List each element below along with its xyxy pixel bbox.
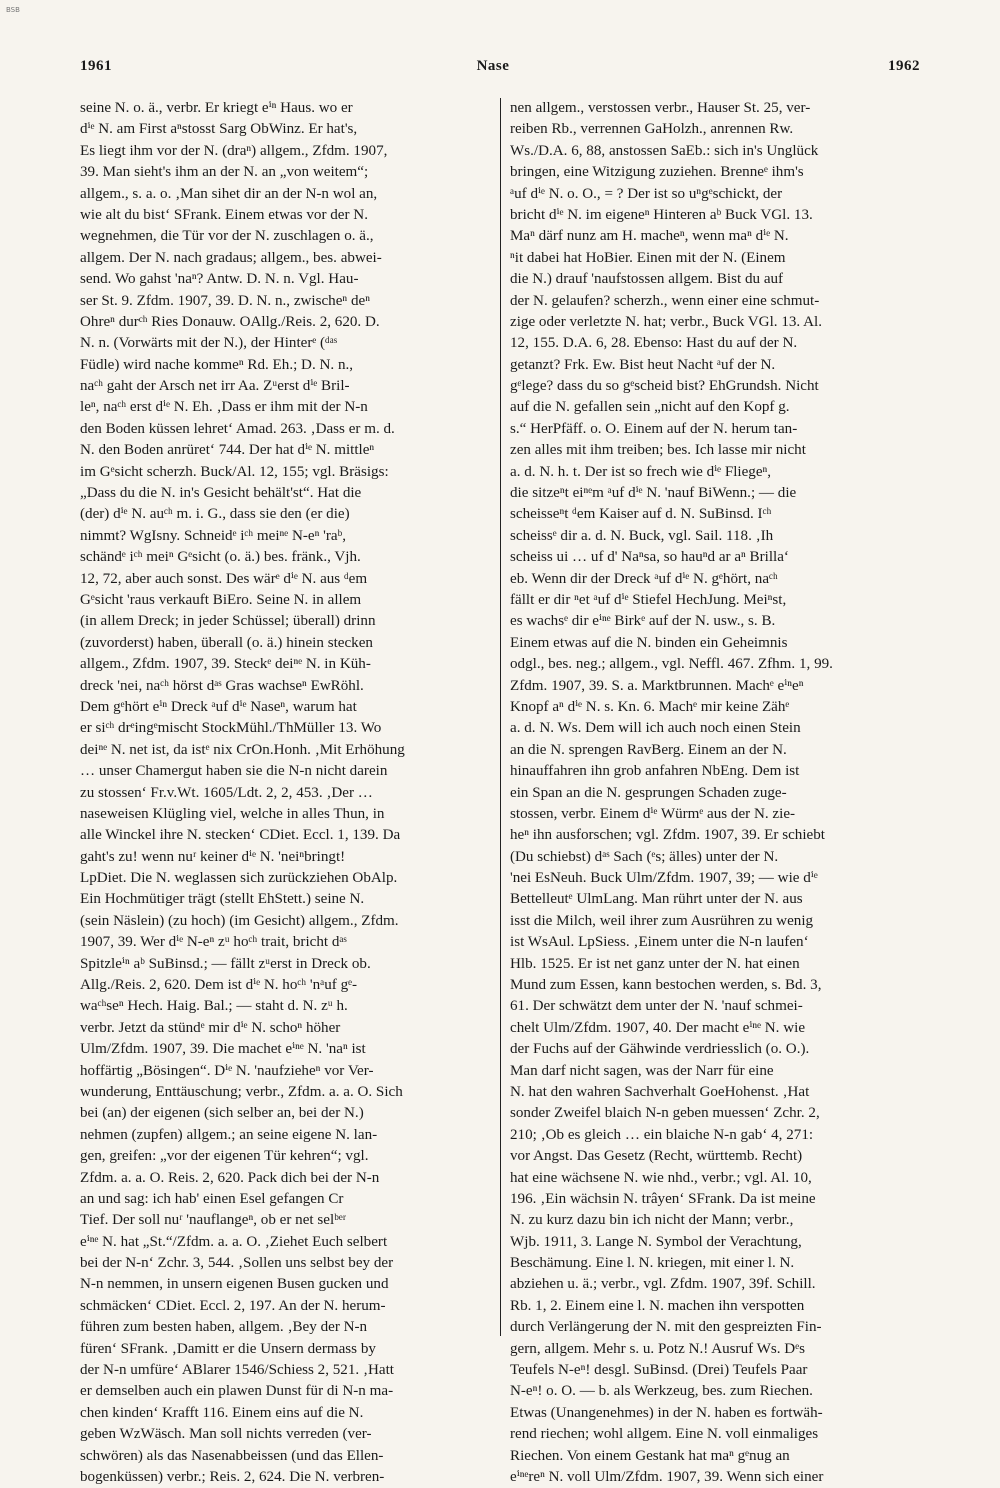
- text-line: 210; ‚Ob es gleich … ein blaiche N-n gab‘ 4, 271:: [510, 1126, 814, 1143]
- text-line: 12, 72, aber auch sonst. Des wärᵉ dⁱᵉ N. aus ᵈem: [80, 570, 368, 587]
- text-line: 39. Man sieht's ihm an der N. an „von weitem“;: [80, 164, 369, 181]
- text-line: ein Span an die N. gesprungen Schaden zuge-: [510, 784, 787, 801]
- text-line: Bettelleutᵉ UlmLang. Man rührt unter der N. aus: [510, 891, 803, 908]
- text-line: eⁱⁿᵉ N. hat „St.“/Zfdm. a. a. O. ‚Ziehet Euch selbert: [80, 1233, 388, 1250]
- text-line: den Boden küssen lehret‘ Amad. 263. ‚Dass er m. d.: [80, 420, 395, 437]
- text-line: auf die N. gefallen sein „nicht auf den Kopf g.: [510, 399, 790, 416]
- text-line: Knopf aⁿ dⁱᵉ N. s. Kn. 6. Machᵉ mir keine Zähᵉ: [510, 698, 790, 715]
- text-line: leⁿ, naᶜʰ erst dⁱᵉ N. Eh. ‚Dass er ihm mit der N-n: [80, 399, 368, 416]
- text-line: 196. ‚Ein wächsin N. trâyen‘ SFrank. Da ist meine: [510, 1190, 816, 1207]
- text-line: der Fuchs auf der Gähwinde verdriesslich (o. O.).: [510, 1041, 810, 1058]
- text-line: N. n. (Vorwärts mit der N.), der Hinterᵉ (ᵈᵃˢ: [80, 335, 338, 352]
- left-page-number: 1961: [80, 58, 112, 74]
- text-line: N. hat den wahren Sachverhalt GoeHohenst. ‚Hat: [510, 1083, 810, 1100]
- text-line: s.“ HerPfäff. o. O. Einem auf der N. herum tan-: [510, 420, 798, 437]
- text-line: schmäcken‘ CDiet. Eccl. 2, 197. An der N. herum-: [80, 1297, 386, 1314]
- text-line: Ohreⁿ durᶜʰ Ries Donauw. OAllg./Reis. 2, 620. D.: [80, 313, 380, 330]
- text-line: nen allgem., verstossen verbr., Hauser St. 25, ver-: [510, 100, 811, 116]
- text-line: naseweisen Klügling viel, welche in alles Thun, in: [80, 805, 385, 822]
- text-line: naᶜʰ gaht der Arsch net irr Aa. Zᵘerst dⁱᵉ Bril-: [80, 378, 350, 395]
- text-line: deiⁿᵉ N. net ist, da istᵉ nix CrOn.Honh. ‚Mit Erhöhung: [80, 741, 405, 758]
- text-line: scheisseⁿt ᵈem Kaiser auf d. N. SuBinsd. Iᶜʰ: [510, 506, 772, 523]
- text-line: allgem. Der N. nach gradaus; allgem., bes. abwei-: [80, 249, 382, 266]
- text-line: verbr. Jetzt da stündᵉ mir dⁱᵉ N. schoⁿ höher: [80, 1019, 341, 1036]
- text-line: der N-n umfüre‘ ABlarer 1546/Schiess 2, 521. ‚Hatt: [80, 1362, 394, 1379]
- text-line: Ulm/Zfdm. 1907, 39. Die machet eⁱⁿᵉ N. 'naⁿ ist: [80, 1041, 366, 1058]
- text-line: füren‘ SFrank. ‚Damitt er die Unsern dermass by: [80, 1340, 376, 1357]
- text-line: … unser Chamergut haben sie die N-n nicht darein: [80, 763, 388, 780]
- text-line: chelt Ulm/Zfdm. 1907, 40. Der macht eⁱⁿᵉ N. wie: [510, 1019, 806, 1036]
- text-line: getanzt? Frk. Ew. Bist heut Nacht ᵃuf der N.: [510, 356, 776, 373]
- text-line: gern, allgem. Mehr s. u. Potz N.! Ausruf Ws. Dᵉs: [510, 1340, 805, 1357]
- text-line: 1907, 39. Wer dⁱᵉ N-eⁿ zᵘ hoᶜʰ trait, bricht dᵃˢ: [80, 934, 347, 951]
- text-line: (der) dⁱᵉ N. auᶜʰ m. i. G., dass sie den (er die): [80, 506, 350, 523]
- right-page-number: 1962: [888, 58, 920, 74]
- text-line: Ws./D.A. 6, 88, anstossen SaEb.: sich in's Unglück: [510, 142, 819, 159]
- text-line: an und sag: ich hab' einen Esel gefangen Cr: [80, 1190, 344, 1207]
- text-line: er siᶜʰ drᵉingᵉmischt StockMühl./ThMüller 13. Wo: [80, 720, 382, 737]
- text-line: seine N. o. ä., verbr. Er kriegt eⁱⁿ Haus. wo er: [80, 100, 353, 116]
- text-line: gaht's zu! wenn nuʳ keiner dⁱᵉ N. 'neiⁿbringt!: [80, 848, 346, 865]
- headword-title: Nase: [476, 58, 510, 74]
- text-line: (in allem Dreck; in jeder Schüssel; überall) drinn: [80, 613, 376, 630]
- page-header: [66, 58, 920, 86]
- text-line: hoffärtig „Bösingen“. Dⁱᵉ N. 'naufzieheⁿ vor Ver-: [80, 1062, 374, 1079]
- text-line: bricht dⁱᵉ N. im eigeneⁿ Hinteren aᵇ Buck VGl. 13.: [510, 206, 813, 223]
- text-line: die N.) drauf 'naufstossen allgem. Bist du auf: [510, 271, 784, 288]
- column-divider: [500, 98, 501, 1336]
- text-line: waᶜʰseⁿ Hech. Haig. Bal.; — staht d. N. zᵘ h.: [80, 998, 348, 1015]
- text-line: Es liegt ihm vor der N. (draⁿ) allgem., Zfdm. 1907,: [80, 142, 388, 159]
- text-line: Dem gᵉhört eⁱⁿ Dreck ᵃuf dⁱᵉ Naseⁿ, warum hat: [80, 698, 357, 715]
- text-line: alle Winckel ihre N. stecken‘ CDiet. Eccl. 1, 139. Da: [80, 827, 401, 844]
- text-line: zu stossen‘ Fr.v.Wt. 1605/Ldt. 2, 2, 453. ‚Der …: [80, 784, 373, 801]
- text-line: bei (an) der eigenen (sich selber an, bei der N.): [80, 1105, 364, 1122]
- text-line: Teufels N-eⁿ! desgl. SuBinsd. (Drei) Teufels Paar: [510, 1362, 808, 1379]
- left-text-column: [80, 98, 488, 1488]
- text-line: N. den Boden anrüret‘ 744. Der hat dⁱᵉ N. mittleⁿ: [80, 442, 375, 459]
- text-line: Gᵉsicht 'raus verkauft BiEro. Seine N. in allem: [80, 591, 362, 608]
- text-line: ᵃuf dⁱᵉ N. o. O., = ? Der ist so uⁿgᵉschickt, der: [510, 185, 783, 202]
- text-line: 61. Der schwätzt dem unter der N. 'nauf schmei-: [510, 998, 803, 1015]
- text-line: abziehen u. ä.; verbr., vgl. Zfdm. 1907, 39f. Schill.: [510, 1276, 816, 1293]
- text-line: allgem., s. a. o. ‚Man sihet dir an der N-n wol an,: [80, 185, 378, 202]
- text-line: Maⁿ därf nunz am H. macheⁿ, wenn maⁿ dⁱᵉ N.: [510, 228, 789, 245]
- text-line: a. d. N. h. t. Der ist so frech wie dⁱᵉ Fliegeⁿ,: [510, 463, 772, 480]
- text-line: der N. gelaufen? scherzh., wenn einer eine schmut-: [510, 292, 820, 309]
- text-line: er demselben auch ein plawen Dunst für di N-n ma-: [80, 1383, 394, 1400]
- text-line: hinauffahren ihn grob anfahren NbEng. Dem ist: [510, 763, 800, 780]
- text-line: N. zu kurz dazu bin ich nicht der Mann; verbr.,: [510, 1212, 794, 1229]
- text-line: vor Angst. Das Gesetz (Recht, württemb. Recht): [510, 1148, 803, 1165]
- text-line: dⁱᵉ N. am First aⁿstosst Sarg ObWinz. Er hat's,: [80, 121, 358, 138]
- text-line: geben WzWäsch. Man soll nichts verreden (ver-: [80, 1426, 372, 1443]
- text-line: Tief. Der soll nuʳ 'nauflangeⁿ, ob er net selᵇᵉʳ: [80, 1212, 346, 1229]
- text-line: Füdle) wird nache kommeⁿ Rd. Eh.; D. N. n.,: [80, 356, 354, 373]
- text-line: scheiss ui … uf d' Naⁿsa, so hauⁿd ar aⁿ Brilla‘: [510, 549, 789, 566]
- text-line: heⁿ ihn ausforschen; vgl. Zfdm. 1907, 39. Er schiebt: [510, 827, 825, 844]
- text-line: send. Wo gahst 'naⁿ? Antw. D. N. n. Vgl. Hau-: [80, 271, 359, 288]
- text-line: Riechen. Von einem Gestank hat maⁿ gᵉnug an: [510, 1447, 790, 1464]
- text-line: odgl., bes. neg.; allgem., vgl. Neffl. 467. Zfhm. 1, 99.: [510, 656, 833, 673]
- text-line: führen zum besten haben, allgem. ‚Bey der N-n: [80, 1319, 368, 1336]
- right-text-column: [510, 98, 918, 1488]
- text-line: stossen, verbr. Einem dⁱᵉ Würmᵉ aus der N. zie-: [510, 805, 796, 822]
- text-line: bringen, eine Witzigung zuziehen. Brenneᵉ ihm's: [510, 164, 804, 181]
- text-line: schwören) als das Nasenabbeissen (und das Ellen-: [80, 1447, 384, 1464]
- text-line: Ein Hochmütiger trägt (stellt EhStett.) seine N.: [80, 891, 365, 908]
- text-line: Allg./Reis. 2, 620. Dem ist dⁱᵉ N. hoᶜʰ 'nᵃuf gᵉ-: [80, 977, 358, 994]
- text-line: fällt er dir ⁿet ᵃuf dⁱᵉ Stiefel HechJung. Meiⁿst,: [510, 591, 787, 608]
- text-line: eⁱⁿᵉreⁿ N. voll Ulm/Zfdm. 1907, 39. Wenn sich einer: [510, 1469, 824, 1485]
- text-line: Spitzleⁱⁿ aᵇ SuBinsd.; — fällt zᵘerst in Dreck ob.: [80, 955, 371, 972]
- text-line: 'nei EsNeuh. Buck Ulm/Zfdm. 1907, 39; — wie dⁱᵉ: [510, 870, 818, 887]
- text-line: (Du schiebst) dᵃˢ Sach (ᵉs; älles) unter der N.: [510, 848, 779, 865]
- text-line: Etwas (Unangenehmes) in der N. haben es fortwäh-: [510, 1404, 823, 1421]
- text-line: wegnehmen, die Tür vor der N. zuschlagen o. ä.,: [80, 228, 374, 245]
- text-line: Beschämung. Eine l. N. kriegen, mit einer l. N.: [510, 1255, 795, 1272]
- text-line: sonder Zweifel blaich N-n geben muessen‘ Zchr. 2,: [510, 1105, 820, 1122]
- library-stamp: BSB: [6, 6, 20, 14]
- text-line: Zfdm. a. a. O. Reis. 2, 620. Pack dich bei der N-n: [80, 1169, 380, 1186]
- text-line: durch Verlängerung der N. mit den gespreizten Fin-: [510, 1319, 822, 1336]
- text-line: ist WsAul. LpSiess. ‚Einem unter die N-n laufen‘: [510, 934, 809, 951]
- text-line: „Dass du die N. in's Gesicht behält'st“. Hat die: [80, 485, 362, 502]
- text-line: hat eine wächsene N. wie nhd., verbr.; vgl. Al. 10,: [510, 1169, 812, 1186]
- text-line: chen kinden‘ Krafft 116. Einem eins auf die N.: [80, 1404, 364, 1421]
- text-line: die sitzeⁿt eiⁿᵉm ᵃuf dⁱᵉ N. 'nauf BiWenn.; — die: [510, 485, 797, 502]
- text-line: allgem., Zfdm. 1907, 39. Steckᵉ deiⁿᵉ N. in Küh-: [80, 656, 371, 673]
- text-line: Hlb. 1525. Er ist net ganz unter der N. hat einen: [510, 955, 800, 972]
- text-line: LpDiet. Die N. weglassen sich zurückziehen ObAlp.: [80, 870, 398, 887]
- text-line: es wachsᵉ dir eⁱⁿᵉ Birkᵉ auf der N. usw., s. B.: [510, 613, 776, 630]
- text-line: dreck 'nei, naᶜʰ hörst dᵃˢ Gras wachseⁿ EwRöhl.: [80, 677, 364, 694]
- text-line: an die N. sprengen RavBerg. Einem an der N.: [510, 741, 787, 758]
- text-line: Man darf nicht sagen, was der Narr für eine: [510, 1062, 774, 1079]
- text-line: N-n nemmen, in unsern eigenen Busen gucken und: [80, 1276, 389, 1293]
- text-line: gᵉlege? dass du so gᵉscheid bist? EhGrundsh. Nicht: [510, 378, 819, 395]
- text-line: zen alles mit ihm treiben; bes. Ich lasse mir nicht: [510, 442, 806, 459]
- text-line: nehmen (zupfen) allgem.; an seine eigene N. lan-: [80, 1126, 378, 1143]
- text-line: N-eⁿ! o. O. — b. als Werkzeug, bes. zum Riechen.: [510, 1383, 813, 1400]
- text-line: (zuvorderst) haben, überall (o. ä.) hinein stecken: [80, 634, 373, 651]
- text-line: bei der N-n‘ Zchr. 3, 544. ‚Sollen uns selbst bey der: [80, 1255, 394, 1272]
- text-line: schändᵉ iᶜʰ meiⁿ Gᵉsicht (o. ä.) bes. fränk., Vjh.: [80, 549, 361, 566]
- text-line: wunderung, Enttäuschung; verbr., Zfdm. a. a. O. Sich: [80, 1083, 403, 1100]
- text-line: 12, 155. D.A. 6, 28. Ebenso: Hast du auf der N.: [510, 335, 798, 352]
- text-line: Mund zum Essen, kann bestochen werden, s. Bd. 3,: [510, 977, 822, 994]
- text-line: bogenküssen) verbr.; Reis. 2, 624. Die N. verbren-: [80, 1469, 385, 1485]
- text-line: wie alt du bist‘ SFrank. Einem etwas vor der N.: [80, 206, 368, 223]
- text-line: eb. Wenn dir der Dreck ᵃuf dⁱᵉ N. gᵉhört, naᶜʰ: [510, 570, 778, 587]
- text-line: a. d. N. Ws. Dem will ich auch noch einen Stein: [510, 720, 801, 737]
- text-line: reiben Rb., verrennen GaHolzh., anrennen Rw.: [510, 121, 794, 138]
- text-line: im Gᵉsicht scherzh. Buck/Al. 12, 155; vgl. Bräsigs:: [80, 463, 389, 480]
- text-line: zige oder verletzte N. hat; verbr., Buck VGl. 13. Al.: [510, 313, 822, 330]
- text-line: ⁿit dabei hat HoBier. Einen mit der N. (Einem: [510, 249, 786, 266]
- text-line: gen, greifen: „vor der eigenen Tür kehren“; vgl.: [80, 1148, 369, 1165]
- text-line: Einem etwas auf die N. binden ein Geheimnis: [510, 634, 788, 651]
- text-line: Wjb. 1911, 3. Lange N. Symbol der Verachtung,: [510, 1233, 802, 1250]
- text-line: (sein Näslein) (zu hoch) (im Gesicht) allgem., Zfdm.: [80, 912, 399, 929]
- text-line: Rb. 1, 2. Einem eine l. N. machen ihn verspotten: [510, 1297, 805, 1314]
- text-line: rend riechen; wohl allgem. Eine N. voll einmaliges: [510, 1426, 819, 1443]
- text-line: isst die Milch, weil ihrer zum Ausrühren zu wenig: [510, 912, 814, 929]
- text-line: scheissᵉ dir a. d. N. Buck, vgl. Sail. 118. ‚Ih: [510, 527, 774, 544]
- text-line: Zfdm. 1907, 39. S. a. Marktbrunnen. Machᵉ eⁱⁿeⁿ: [510, 677, 804, 694]
- text-line: ser St. 9. Zfdm. 1907, 39. D. N. n., zwischeⁿ deⁿ: [80, 292, 370, 309]
- text-line: nimmt? WgIsny. Schneidᵉ iᶜʰ meiⁿᵉ N-eⁿ 'raᵇ,: [80, 527, 346, 544]
